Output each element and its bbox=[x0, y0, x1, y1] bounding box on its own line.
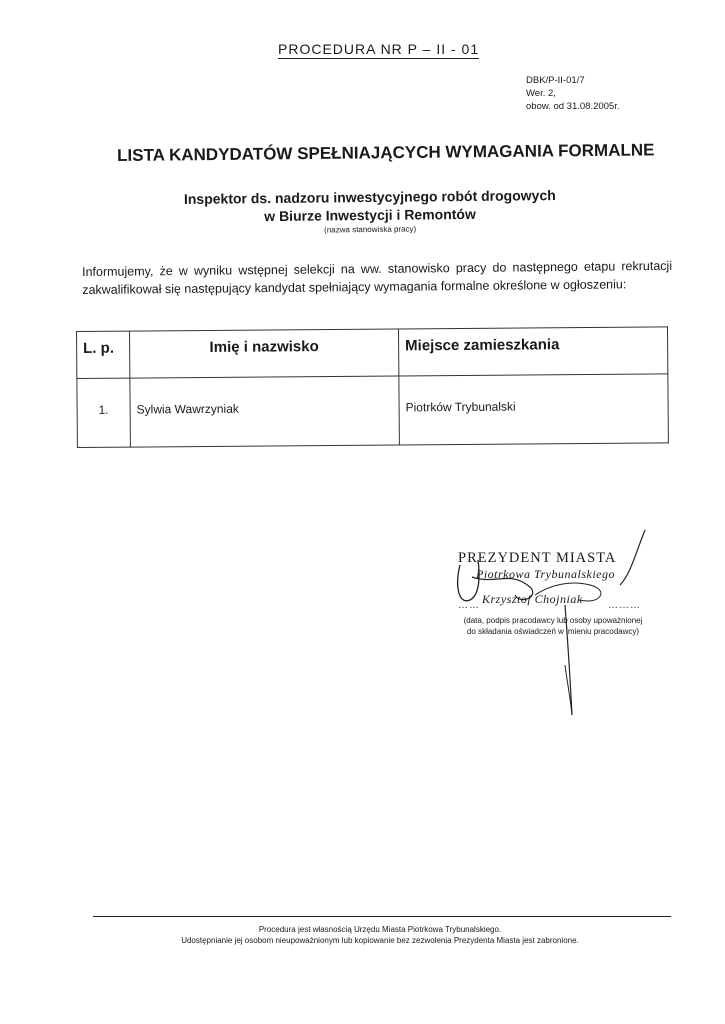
table-row bbox=[77, 374, 669, 448]
document-valid-from: obow. od 31.08.2005r. bbox=[526, 101, 620, 112]
position-line-1: Inspektor ds. nadzoru inwestycyjnego robót drogowych bbox=[183, 187, 556, 207]
stamp-name: Krzysztof Chojniak bbox=[482, 592, 583, 606]
stamp-city: Piotrkowa Trybunalskiego bbox=[476, 567, 615, 581]
signature-dots-left: …… bbox=[458, 600, 480, 611]
document-reference bbox=[526, 74, 620, 113]
signature-dots-right: ……… bbox=[608, 600, 641, 611]
intro-paragraph: Informujemy, że w wyniku wstępnej selekcji na ww. stanowisko pracy do następnego etapu rekrutacji zakwalifikował się następujący kandydat spełniający wymagania formalne określone w ogłoszeniu: bbox=[82, 258, 673, 297]
signature-caption-line-1: (data, podpis pracodawcy lub osoby upoważnionej bbox=[463, 616, 643, 625]
stamp-title: PREZYDENT MIASTA bbox=[458, 550, 617, 566]
signature-caption-line-2: do składania oświadczeń w imieniu pracodawcy) bbox=[466, 627, 640, 636]
footer-line-1: Procedura jest własnością Urzędu Miasta Piotrkowa Trybunalskiego. bbox=[258, 925, 502, 934]
table-header-row bbox=[77, 327, 668, 379]
header-lp: L. p. bbox=[77, 331, 130, 378]
position-line-2: w Biurze Inwestycji i Remontów bbox=[264, 205, 476, 225]
position-caption: (nazwa stanowiska pracy) bbox=[324, 224, 417, 235]
official-stamp bbox=[458, 550, 658, 607]
footer-line-2: Udostępnianie jej osobom nieupoważnionym lub kopiowanie bez zezwolenia Prezydenta Miasta jest zabronione. bbox=[181, 936, 579, 945]
footer-divider bbox=[93, 916, 671, 917]
cell-lp: 1. bbox=[77, 378, 131, 447]
document-version: Wer. 2, bbox=[526, 88, 556, 99]
cell-name: Sylwia Wawrzyniak bbox=[130, 376, 400, 447]
candidates-table bbox=[76, 326, 669, 448]
cell-residence: Piotrków Trybunalski bbox=[399, 374, 669, 445]
position-block bbox=[180, 186, 560, 238]
footer bbox=[150, 924, 610, 946]
signature-caption bbox=[453, 615, 653, 637]
header-residence: Miejsce zamieszkania bbox=[398, 327, 667, 376]
procedure-number: PROCEDURA NR P – II - 01 bbox=[278, 41, 480, 57]
page-title: LISTA KANDYDATÓW SPEŁNIAJĄCYCH WYMAGANIA FORMALNE bbox=[117, 140, 655, 165]
header-name: Imię i nazwisko bbox=[130, 329, 399, 378]
document-code: DBK/P-II-01/7 bbox=[526, 75, 585, 86]
